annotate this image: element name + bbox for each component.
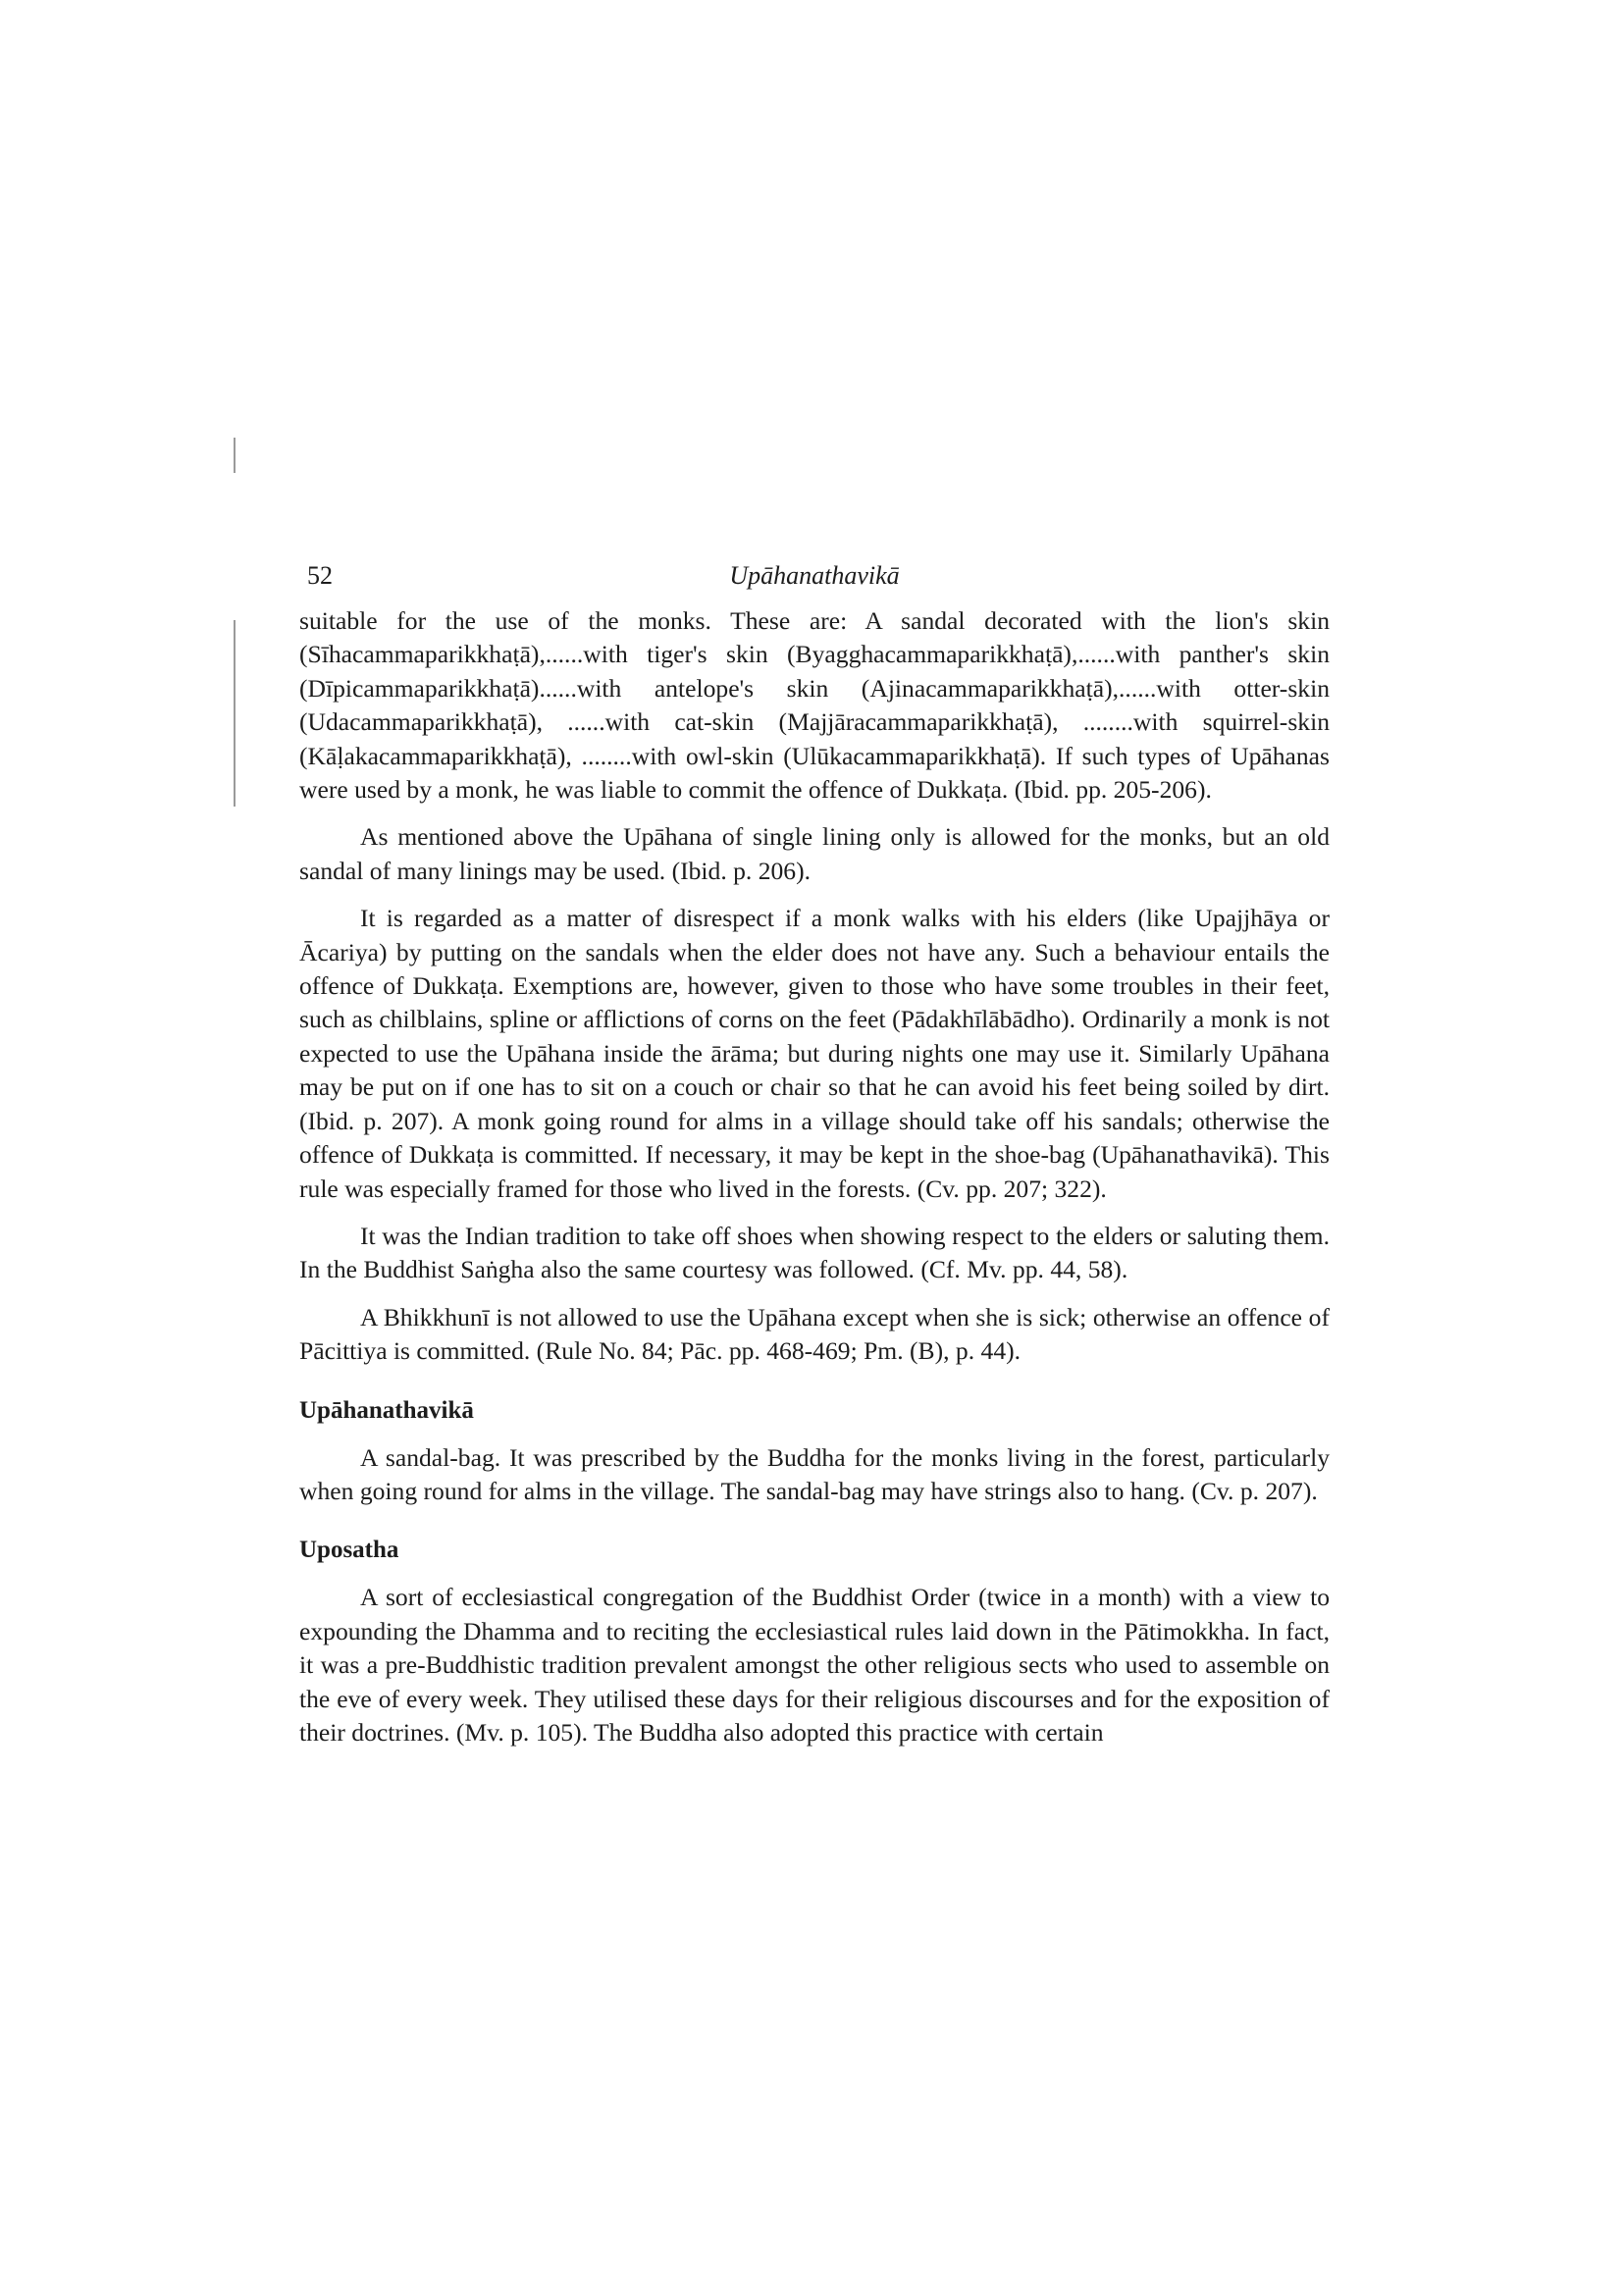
paragraph-indian-tradition: It was the Indian tradition to take off shoes when showing respect to the elders or saluting them. In the Buddhist Saṅgha also the same courtesy was followed. (Cf. Mv. pp. 44, 58). — [299, 1221, 1330, 1284]
section-heading-uposatha: Uposatha — [299, 1537, 399, 1564]
margin-mark-top — [234, 438, 236, 473]
page-header — [299, 561, 1330, 604]
paragraph-sandal-skins: suitable for the use of the monks. These are: A sandal decorated with the lion's skin (Sīhacammaparikkhaṭā),......with tiger's skin (Byagghacammaparikkhaṭā),......with panther's skin (Dīpicammaparikkhaṭā)......with antelope's skin (Ajinacammaparikkhaṭā),......with otter-skin (Udacammaparikkhaṭā), ......with cat-skin (Majjāracammaparikkhaṭā), ........with squirrel-skin (Kāḷakacammaparikkhaṭā), ........with owl-skin (Ulūkacammaparikkhaṭā). If such types of Upāhanas were used by a monk, he was liable to commit the offence of Dukkaṭa. (Ibid. pp. 205-206). — [299, 606, 1330, 805]
paragraph-uposatha: A sort of ecclesiastical congregation of the Buddhist Order (twice in a month) with a view to expounding the Dhamma and to reciting the ecclesiastical rules laid down in the Pātimokkha. In fact, it was a pre-Buddhistic tradition prevalent amongst the other religious sects who used to assemble on the eve of every week. They utilised these days for their religious discourses and for the exposition of their doctrines. (Mv. p. 105). The Buddha also adopted this practice with certain — [299, 1583, 1330, 1747]
paragraph-upahanathavika: A sandal-bag. It was prescribed by the Buddha for the monks living in the forest, particularly when going round for alms in the village. The sandal-bag may have strings also to hang. (Cv. p. 207). — [299, 1442, 1330, 1505]
paragraph-single-lining: As mentioned above the Upāhana of single lining only is allowed for the monks, but an old sandal of many linings may be used. (Ibid. p. 206). — [299, 822, 1330, 885]
section-heading-upahanathavika: Upāhanathavikā — [299, 1396, 474, 1424]
paragraph-bhikkhuni: A Bhikkhunī is not allowed to use the Upāhana except when she is sick; otherwise an offence of Pācittiya is committed. (Rule No. 84; Pāc. pp. 468-469; Pm. (B), p. 44). — [299, 1302, 1330, 1366]
document-page — [299, 561, 1330, 1763]
page-number: 52 — [307, 561, 333, 590]
running-title: Upāhanathavikā — [729, 561, 900, 590]
paragraph-disrespect: It is regarded as a matter of disrespect if a monk walks with his elders (like Upajjhāya or Ācariya) by putting on the sandals when the elder does not have any. Such a behaviour entails the offence of Dukkaṭa. Exemptions are, however, given to those who have some troubles in their feet, such as chilblains, spline or afflictions of corns on the feet (Pādakhīlābādho). Ordinarily a monk is not expected to use the Upāhana inside the ārāma; but during nights one may use it. Similarly Upāhana may be put on if one has to sit on a couch or chair so that he can avoid his feet being soiled by dirt. (Ibid. p. 207). A monk going round for alms in a village should take off his sandals; otherwise the offence of Dukkaṭa is committed. If necessary, it may be kept in the shoe-bag (Upāhanathavikā). This rule was especially framed for those who lived in the forests. (Cv. pp. 207; 322). — [299, 904, 1330, 1203]
margin-mark-left — [234, 620, 236, 807]
